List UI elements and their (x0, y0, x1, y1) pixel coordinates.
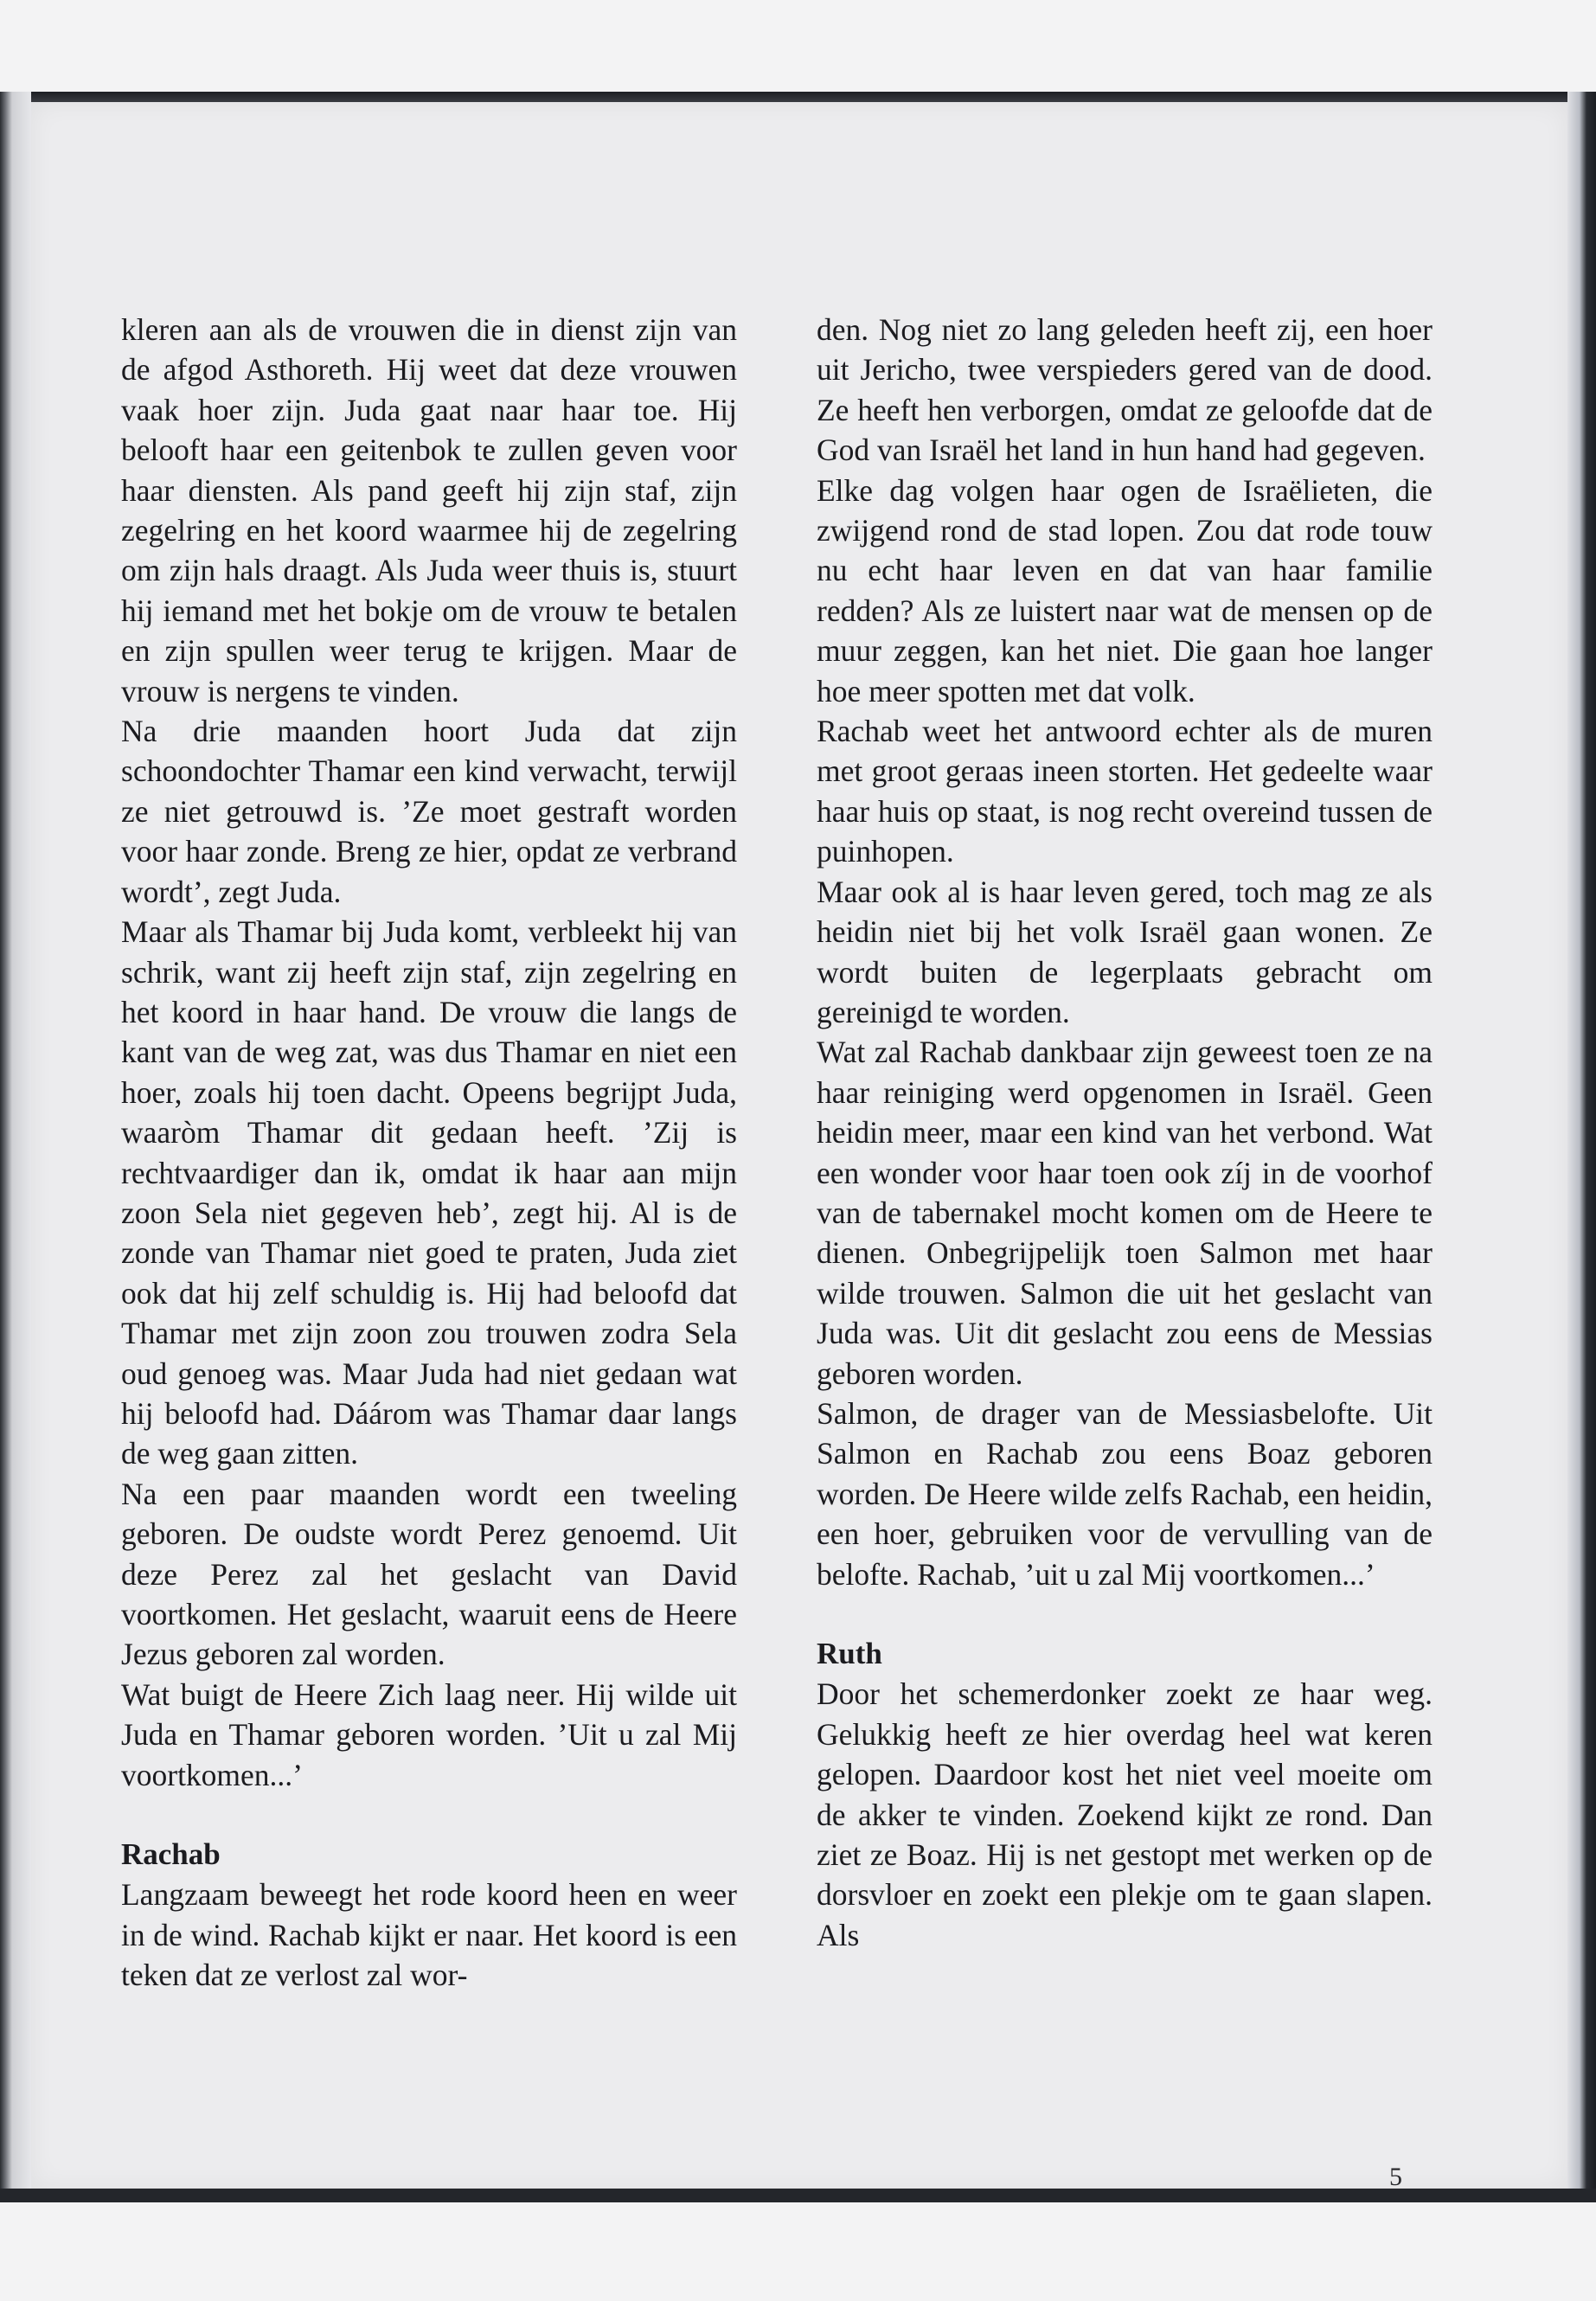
section-heading-rachab: Rachab (121, 1837, 221, 1872)
scan-border-bottom (0, 2189, 1596, 2202)
paragraph: Maar als Thamar bij Juda komt, verbleekt hij van schrik, want zij heeft zijn staf, zijn zegelring en het koord in haar hand. De vrouw die langs de kant van de weg zat, was dus Thamar en niet een hoer, zoals hij toen dacht. Opeens begrijpt Juda, waaròm Thamar dit gedaan heeft. ’Zij is rechtvaardiger dan ik, omdat ik haar aan mijn zoon Sela niet gegeven heb’, zegt hij. Al is de zonde van Thamar niet goed te praten, Juda ziet ook dat hij zelf schuldig is. Hij had beloofd dat Thamar met zijn zoon zou trouwen zodra Sela oud genoeg was. Maar Juda had niet gedaan wat hij beloofd had. Dáárom was Thamar daar langs de weg gaan zitten. (121, 914, 737, 1471)
scan-border-top (0, 92, 1596, 102)
paragraph: Langzaam beweegt het rode koord heen en weer in de wind. Rachab kijkt er naar. Het koord is een teken dat ze verlost zal wor- (121, 1877, 737, 1993)
section-heading-ruth: Ruth (817, 1637, 882, 1670)
paragraph: Elke dag volgen haar ogen de Israëlieten, die zwijgend rond de stad lopen. Zou dat rode touw nu echt haar leven en dat van haar familie redden? Als ze luistert naar wat de mensen op de muur zeggen, kan het niet. Die gaan hoe langer hoe meer spotten met dat volk. (817, 472, 1433, 708)
paragraph: Rachab weet het antwoord echter als de muren met groot geraas ineen storten. Het gedeelte waar haar huis op staat, is nog recht overeind tussen de puinhopen. (817, 714, 1433, 869)
paragraph: Wat zal Rachab dankbaar zijn geweest toen ze na haar reiniging werd opgenomen in Israël. Geen heidin meer, maar een kind van het verbond. Wat een wonder voor haar toen ook zíj in de voorhof van de tabernakel mocht komen om de Heere te dienen. Onbegrijpelijk toen Salmon met haar wilde trouwen. Salmon die uit het geslacht van Juda was. Uit dit geslacht zou eens de Messias geboren worden. (817, 1035, 1433, 1391)
page-number: 5 (1389, 2163, 1402, 2191)
paragraph: Na drie maanden hoort Juda dat zijn schoondochter Thamar een kind verwacht, terwijl ze niet getrouwd is. ’Ze moet gestraft worden voor haar zonde. Breng ze hier, opdat ze verbrand wordt’, zegt Juda. (121, 714, 737, 909)
paragraph: kleren aan als de vrouwen die in dienst zijn van de afgod Asthoreth. Hij weet dat deze vrouwen vaak hoer zijn. Juda gaat naar haar toe. Hij belooft haar een geitenbok te zullen geven voor haar diensten. Als pand geeft hij zijn staf, zijn zegelring en het koord waarmee hij de zegelring om zijn hals draagt. Als Juda weer thuis is, stuurt hij iemand met het bokje om de vrouw te betalen en zijn spullen weer terug te krijgen. Maar de vrouw is nergens te vinden. (121, 312, 737, 708)
paragraph: den. Nog niet zo lang geleden heeft zij, een hoer uit Jericho, twee verspieders gered van de dood. Ze heeft hen verborgen, omdat ze geloofde dat de God van Israël het land in hun hand had gegeven. (817, 312, 1433, 468)
scan-border-right (1567, 92, 1596, 2202)
section-gap (817, 1594, 1433, 1634)
book-page (31, 102, 1567, 2189)
scan-border-left (0, 92, 31, 2202)
paragraph: Salmon, de drager van de Messiasbelofte. Uit Salmon en Rachab zou eens Boaz geboren worden. De Heere wilde zelfs Rachab, een heidin, een hoer, gebruiken voor de vervulling van de belofte. Rachab, ’uit u zal Mij voortkomen...’ (817, 1395, 1433, 1592)
section-gap (121, 1795, 737, 1835)
paragraph: Door het schemerdonker zoekt ze haar weg. Gelukkig heeft ze hier overdag heel wat keren gelopen. Daardoor kost het niet veel moeite om de akker te vinden. Zoekend kijkt ze rond. Dan ziet ze Boaz. Hij is net gestopt met werken op de dorsvloer en zoekt een plekje om te gaan slapen. Als (817, 1676, 1433, 1952)
paragraph: Wat buigt de Heere Zich laag neer. Hij wilde uit Juda en Thamar geboren worden. ’Uit u zal Mij voortkomen...’ (121, 1676, 737, 1792)
paragraph: Maar ook al is haar leven gered, toch mag ze als heidin niet bij het volk Israël gaan wonen. Ze wordt buiten de legerplaats gebracht om gereinigd te worden. (817, 874, 1433, 1029)
right-column (817, 310, 1433, 1955)
paragraph: Na een paar maanden wordt een tweeling geboren. De oudste wordt Perez genoemd. Uit deze Perez zal het geslacht van David voortkomen. Het geslacht, waaruit eens de Heere Jezus geboren zal worden. (121, 1476, 737, 1672)
left-column (121, 310, 737, 1996)
